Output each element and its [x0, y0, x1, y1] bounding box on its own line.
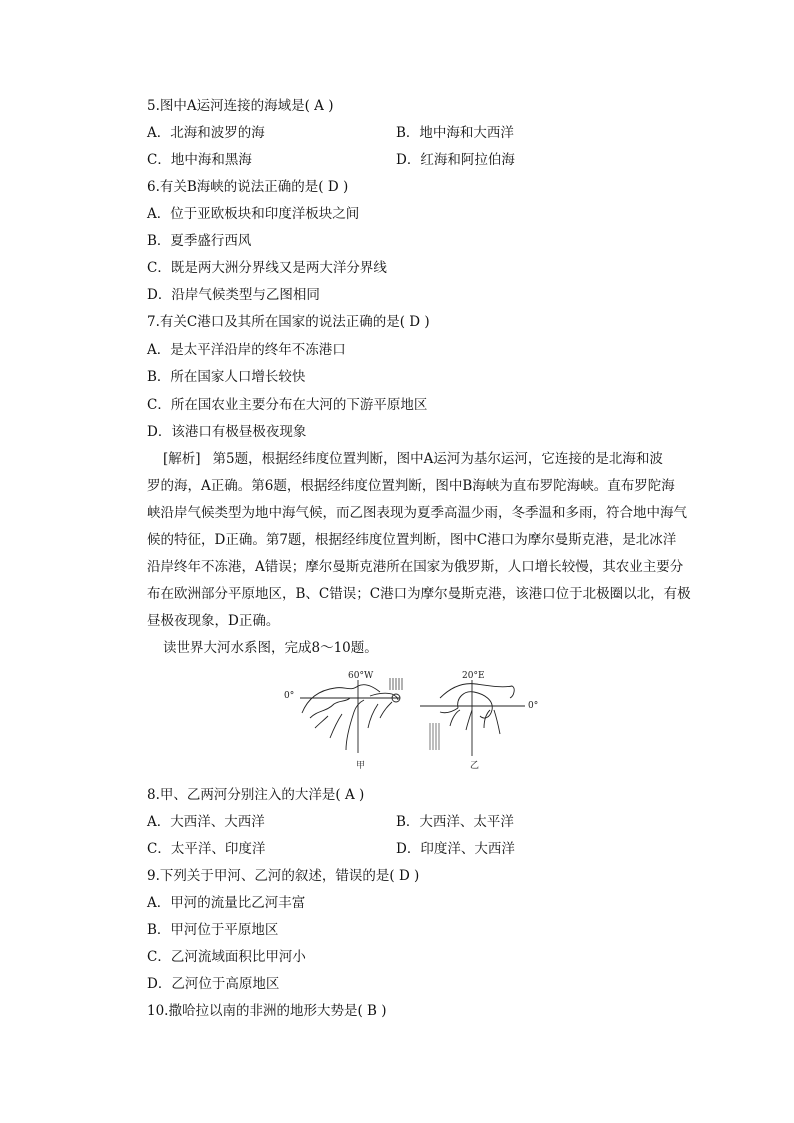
question-9-option-a: A．甲河的流量比乙河丰富	[147, 895, 306, 911]
left-river-name: 甲	[356, 761, 366, 771]
analysis-label: [解析]	[163, 451, 201, 467]
analysis-line-2: 罗的海，A正确。第6题，根据经纬度位置判断，图中B海峡为直布罗陀海峡。直布罗陀海	[147, 478, 675, 494]
right-hatch	[430, 723, 439, 750]
question-5-stem: 5.图中A运河连接的海域是( A )	[147, 98, 334, 114]
analysis-line-5: 沿岸终年不冻港，A错误；摩尔曼斯克港所在国家为俄罗斯，人口增长较慢，其农业主要分	[147, 559, 684, 575]
right-basin-top	[440, 684, 514, 698]
question-6-option-b: B．夏季盛行西风	[147, 233, 252, 249]
question-8-option-c: C．太平洋、印度洋	[147, 841, 266, 857]
question-8-option-d: D．印度洋、大西洋	[396, 841, 515, 857]
analysis-line-7: 昼极夜现象，D正确。	[147, 613, 280, 629]
question-9-option-d: D．乙河位于高原地区	[147, 976, 280, 992]
question-7-option-c: C．所在国农业主要分布在大河的下游平原地区	[147, 397, 428, 413]
right-equator-label: 0°	[528, 701, 539, 711]
figure-intro: 读世界大河水系图，完成8～10题。	[163, 640, 378, 656]
question-6-option-d: D．沿岸气候类型与乙图相同	[147, 287, 320, 303]
question-7-stem: 7.有关C港口及其所在国家的说法正确的是( D )	[147, 314, 430, 330]
left-longitude-label: 60°W	[348, 671, 374, 681]
question-8-stem: 8.甲、乙两河分别注入的大洋是( A )	[147, 787, 365, 803]
analysis-line-6: 布在欧洲部分平原地区，B、C错误；C港口为摩尔曼斯克港，该港口位于北极圈以北，有极	[147, 586, 691, 602]
left-equator-label: 0°	[284, 691, 295, 701]
amazon-river	[310, 698, 392, 750]
map-jia	[300, 678, 402, 753]
question-10-stem: 10.撒哈拉以南的非洲的地形大势是( B )	[147, 1003, 387, 1019]
question-6-option-a: A．位于亚欧板块和印度洋板块之间	[147, 206, 360, 222]
question-5-option-b: B．地中海和大西洋	[396, 125, 514, 141]
right-river-name: 乙	[470, 761, 480, 771]
question-9-stem: 9.下列关于甲河、乙河的叙述，错误的是( D )	[147, 868, 420, 884]
question-6-stem: 6.有关B海峡的说法正确的是( D )	[147, 179, 349, 195]
question-5-option-c: C．地中海和黑海	[147, 152, 252, 168]
map-yi	[420, 680, 525, 756]
river-system-figure	[280, 668, 550, 778]
left-hatch	[390, 678, 402, 690]
question-6-option-c: C．既是两大洲分界线又是两大洋分界线	[147, 260, 387, 276]
question-5-option-a: A．北海和波罗的海	[147, 125, 265, 141]
question-7-option-b: B．所在国家人口增长较快	[147, 369, 306, 385]
analysis-line-1	[163, 449, 663, 469]
right-mouth	[440, 708, 458, 713]
question-7-option-a: A．是太平洋沿岸的终年不冻港口	[147, 342, 346, 358]
question-9-option-b: B．甲河位于平原地区	[147, 922, 279, 938]
congo-tributaries	[450, 710, 500, 734]
analysis-line-3: 峡沿岸气候类型为地中海气候，而乙图表现为夏季高温少雨，冬季温和多雨，符合地中海气	[147, 505, 687, 521]
question-7-option-d: D．该港口有极昼极夜现象	[147, 424, 307, 440]
question-8-option-a: A．大西洋、大西洋	[147, 814, 265, 830]
left-coast	[302, 685, 380, 713]
analysis-line-4: 候的特征，D正确。第7题，根据经纬度位置判断，图中C港口为摩尔曼斯克港，是北冰洋	[147, 532, 677, 548]
question-9-option-c: C．乙河流域面积比甲河小	[147, 949, 306, 965]
question-8-option-b: B．大西洋、太平洋	[396, 814, 514, 830]
right-longitude-label: 20°E	[462, 671, 485, 681]
analysis-text: 第5题，根据经纬度位置判断，图中A运河为基尔运河，它连接的是北海和波	[212, 451, 663, 467]
question-5-option-d: D．红海和阿拉伯海	[396, 152, 515, 168]
